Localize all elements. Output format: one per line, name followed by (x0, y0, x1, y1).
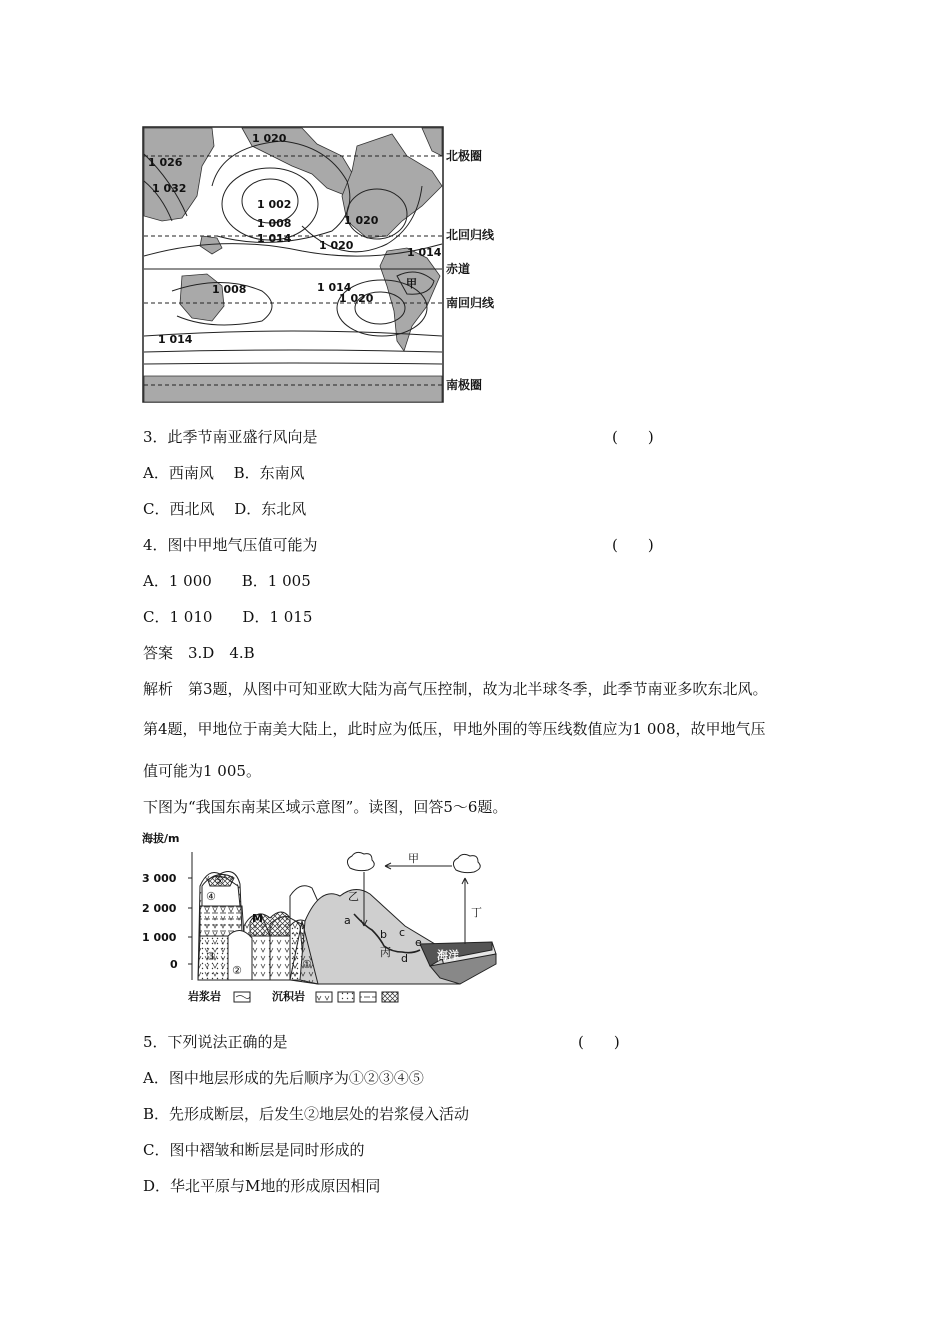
isobar-label: 1 008 (257, 217, 292, 230)
answer-bracket: ( ) (612, 536, 654, 554)
latitude-label: 北回归线 (446, 228, 495, 242)
question-3-options-ab: A．西南风 B．东南风 (143, 464, 305, 482)
label-ding: 丁 (471, 906, 482, 919)
question-5-option-b: B．先形成断层，后发生②地层处的岩浆侵入活动 (143, 1105, 470, 1123)
question-4-options-cd: C．1 010 D．1 015 (143, 608, 313, 626)
isobar-label: 1 014 (158, 333, 193, 346)
question-4-options-ab: A．1 000 B．1 005 (143, 572, 311, 590)
y-tick-label: 3 000 (142, 872, 177, 885)
layer-number: ③ (206, 950, 216, 963)
isobar-label: 1 026 (148, 156, 183, 169)
question-5-option-a: A．图中地层形成的先后顺序为①②③④⑤ (143, 1069, 424, 1087)
latitude-label: 南回归线 (446, 296, 495, 310)
y-tick-label: 2 000 (142, 902, 177, 915)
isobar-label: 1 020 (252, 132, 287, 145)
isobar-label: 1 014 (257, 232, 292, 245)
isobar-label: 1 008 (212, 283, 247, 296)
label-jia: 甲 (408, 852, 419, 865)
latitude-label: 南极圈 (446, 378, 483, 392)
region-cross-section-diagram (140, 826, 510, 1010)
legend-sedimentary-label: 沉积岩 (272, 990, 305, 1003)
isobar-map (142, 126, 512, 404)
latitude-label: 北极圈 (446, 149, 483, 163)
y-tick-label: 1 000 (142, 931, 177, 944)
question-3-stem: 3．此季节南亚盛行风向是 (143, 428, 318, 446)
question-5-stem: 5．下列说法正确的是 (143, 1033, 288, 1051)
axis-title: 海拔/m (142, 832, 180, 845)
label-point: a (344, 914, 351, 927)
question-5-option-d: D．华北平原与M地的形成原因相同 (143, 1177, 381, 1195)
label-bing: 丙 (380, 946, 391, 959)
isobar-label: 1 020 (344, 214, 379, 227)
layer-number: ④ (206, 890, 216, 903)
elevation-axis (188, 852, 192, 980)
legend (188, 989, 398, 1003)
question-3-options-cd: C．西北风 D．东北风 (143, 500, 307, 518)
analysis-line: 值可能为1 005。 (143, 762, 261, 780)
question-4-stem: 4．图中甲地气压值可能为 (143, 536, 318, 554)
isobar-label: 1 032 (152, 182, 187, 195)
question-5-option-c: C．图中褶皱和断层是同时形成的 (143, 1141, 365, 1159)
place-label-jia: 甲 (406, 277, 417, 290)
layer-number: ⑤ (214, 874, 224, 887)
analysis-line: 第4题，甲地位于南美大陆上，此时应为低压，甲地外围的等压线数值应为1 008，故甲地气压 (143, 720, 766, 738)
isobar-label: 1 014 (407, 246, 442, 259)
label-m: M (252, 912, 263, 925)
answer-line: 答案 3.D 4.B (143, 644, 255, 662)
layer-number: ② (232, 964, 242, 977)
label-point: e (415, 936, 422, 949)
label-yi: 乙 (348, 890, 359, 903)
layer-number: ① (302, 958, 312, 971)
isobar-label: 1 020 (319, 239, 354, 252)
figure-intro: 下图为“我国东南某区域示意图”。读图，回答5～6题。 (143, 798, 508, 816)
isobar-label: 1 002 (257, 198, 292, 211)
y-tick-label: 0 (170, 958, 178, 971)
legend-igneous-label: 岩浆岩 (188, 990, 221, 1003)
label-point: c (399, 926, 406, 939)
latitude-label: 赤道 (446, 262, 471, 276)
analysis-line: 解析 第3题，从图中可知亚欧大陆为高气压控制，故为北半球冬季，此季节南亚多吹东北风。 (143, 680, 768, 698)
label-point: d (401, 952, 408, 965)
isobar-label: 1 020 (339, 292, 374, 305)
answer-bracket: ( ) (578, 1033, 620, 1051)
label-ocean: 海洋 (437, 949, 459, 962)
answer-bracket: ( ) (612, 428, 654, 446)
label-point: b (380, 928, 387, 941)
isobar-label: 1 014 (317, 281, 352, 294)
